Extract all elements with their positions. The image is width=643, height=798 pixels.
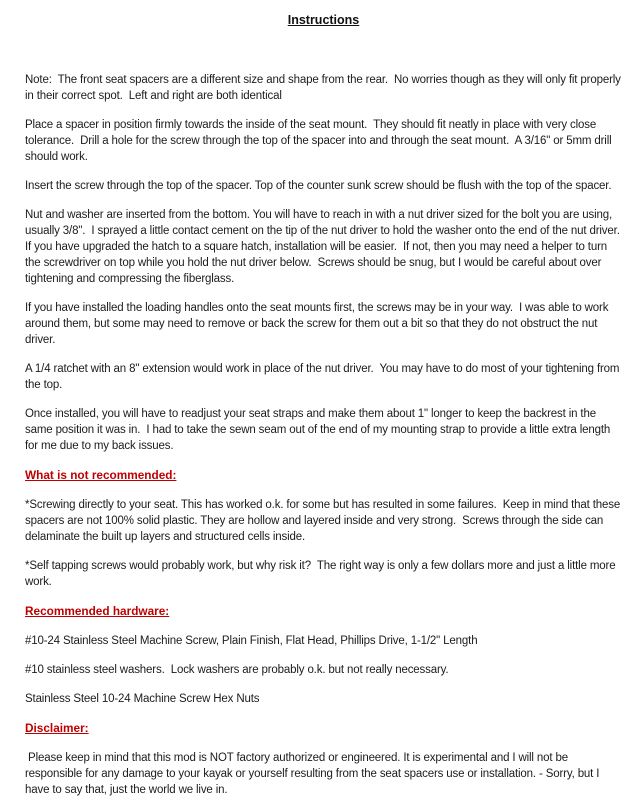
screwing-directly-paragraph: *Screwing directly to your seat. This has worked o.k. for some but has resulted in some failures. Keep in mind that these spacers are not 100% solid plastic. They are hollow and layered inside and very strong. Screws through the side can delaminate the built up layers and structured cells inside. <box>25 499 624 543</box>
readjust-straps-paragraph: Once installed, you will have to readjust your seat straps and make them about 1" longer to keep the backrest in the same position it was in. I had to take the sewn seam out of the end of my mounting strap to provide a little extra length for me due to my back issues. <box>25 408 614 452</box>
machine-screw-paragraph: #10-24 Stainless Steel Machine Screw, Plain Finish, Flat Head, Phillips Drive, 1-1/2" Length <box>25 635 478 647</box>
page-title: Instructions <box>287 13 360 27</box>
not-recommended-heading: What is not recommended: <box>25 468 177 482</box>
recommended-hardware-heading: Recommended hardware: <box>25 604 170 618</box>
ratchet-paragraph: A 1/4 ratchet with an 8" extension would work in place of the nut driver. You may have to do most of your tightening from the top. <box>25 363 623 391</box>
washers-paragraph: #10 stainless steel washers. Lock washers are probably o.k. but not really necessary. <box>25 664 449 676</box>
place-spacer-paragraph: Place a spacer in position firmly towards the inside of the seat mount. They should fit neatly in place with very close tolerance. Drill a hole for the screw through the top of the spacer into and through the seat mount. A 3/16" or 5mm drill should work. <box>25 119 615 163</box>
disclaimer-paragraph: Please keep in mind that this mod is NOT factory authorized or engineered. It is experimental and I will not be responsible for any damage to your kayak or yourself resulting from the seat spacers use or installation. - Sorry, but I have to say that, just the world we live in. <box>25 752 603 796</box>
self-tapping-paragraph: *Self tapping screws would probably work, but why risk it? The right way is only a few dollars more and just a little more work. <box>25 560 619 588</box>
disclaimer-heading: Disclaimer: <box>25 721 89 735</box>
note-paragraph: Note: The front seat spacers are a different size and shape from the rear. No worries though as they will only fit properly in their correct spot. Left and right are both identical <box>25 74 624 102</box>
nut-washer-paragraph: Nut and washer are inserted from the bottom. You will have to reach in with a nut driver sized for the bolt you are using, usually 3/8". I sprayed a little contact cement on the tip of the nut driver to hold the washer onto the end of the nut driver. If you have upgraded the hatch to a square hatch, installation will be easier. If not, then you may need a helper to turn the screwdriver on top while you hold the nut driver below. Screws should be snug, but I would be careful about over tightening and compressing the fiberglass. <box>25 209 626 285</box>
loading-handles-paragraph: If you have installed the loading handles onto the seat mounts first, the screws may be in your way. I was able to work around them, but some may need to remove or back the screw for them out a bit so that they do not obstruct the nut driver. <box>25 302 612 346</box>
insert-screw-paragraph: Insert the screw through the top of the spacer. Top of the counter sunk screw should be flush with the top of the spacer. <box>25 180 612 192</box>
hex-nuts-paragraph: Stainless Steel 10-24 Machine Screw Hex Nuts <box>25 693 260 705</box>
